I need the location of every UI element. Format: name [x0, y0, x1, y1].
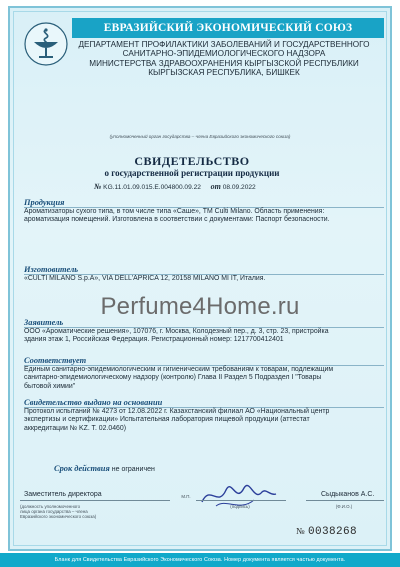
- basis-text: [24, 408, 380, 433]
- conformity-line: бытовой химии": [24, 382, 76, 390]
- department-line: ДЕПАРТАМЕНТ ПРОФИЛАКТИКИ ЗАБОЛЕВАНИЙ И ГОСУДАРСТВЕННОГО: [78, 40, 370, 49]
- applicant-text: [24, 328, 380, 345]
- position-hint-line: лица органа государства – члена: [20, 509, 88, 514]
- union-title: ЕВРАЗИЙСКИЙ ЭКОНОМИЧЕСКИЙ СОЮЗ: [72, 18, 384, 38]
- conformity-text: [24, 366, 380, 391]
- manufacturer-text: [24, 275, 380, 283]
- mp-hint: М.П.: [181, 494, 191, 499]
- registration-line: [94, 182, 256, 191]
- department-line: САНИТАРНО-ЭПИДЕМИОЛОГИЧЕСКОГО НАДЗОРА: [122, 49, 326, 59]
- basis-line: аккредитации № KZ. T. 02.0460): [24, 424, 127, 432]
- product-text: [24, 208, 380, 225]
- manufacturer-line: «CULTI MILANO S.p.A», VIA DELL'APRICA 12, 20158 MILANO MI IT, Италия.: [24, 275, 266, 282]
- signature-hint: (подпись): [230, 504, 250, 509]
- signature-underline: [196, 500, 286, 501]
- basis-line: экспертизы и сертификации» Испытательная лаборатория пищевой продукции (аттестат: [24, 416, 310, 424]
- watermark: Perfume4Home.ru: [100, 293, 300, 320]
- manufacturer-heading: Изготовитель: [24, 265, 79, 274]
- registration-date: 08.09.2022: [222, 184, 256, 191]
- product-line: Ароматизаторы сухого типа, в том числе типа «Саше», ТМ Culti Milano. Область применения:: [24, 208, 325, 215]
- applicant-line: ООО «Ароматические решения», 107076, г. Москва, Колодезный пер., д. 3, стр. 23, пристройка: [24, 328, 329, 335]
- position-hint-line: Евразийского экономического союза): [20, 514, 97, 519]
- signer-position: Заместитель директора: [24, 491, 102, 498]
- basis-heading: Свидетельство выдано на основании: [24, 398, 163, 407]
- signer-name: Сыдыканов А.С.: [321, 491, 375, 498]
- number-label: №: [94, 182, 102, 191]
- emblem-bowl-snake-icon: [24, 22, 68, 66]
- registration-number: KG.11.01.09.015.E.004800.09.22: [103, 184, 201, 191]
- name-hint: (Ф.И.О.): [335, 504, 353, 509]
- product-line: ароматизация помещений. Изготовлена в соответствии с документами: Паспорт безопасности.: [24, 216, 330, 224]
- applicant-line: здания этаж 1, Российская Федерация. Регистрационный номер: 1217700412401: [24, 336, 284, 344]
- position-hint-line: (должность уполномоченного: [20, 504, 81, 509]
- department-line: КЫРГЫЗСКАЯ РЕСПУБЛИКА, БИШКЕК: [148, 68, 300, 78]
- certificate-subtitle: о государственной регистрации продукции: [104, 168, 280, 178]
- position-underline: [20, 500, 170, 501]
- serial-number: [296, 526, 357, 538]
- conformity-line: санитарно-эпидемиологическому надзору (контролю) Глава II Раздел 5 Подраздел I "Товары: [24, 374, 322, 382]
- applicant-heading: Заявитель: [24, 318, 64, 327]
- department-line: МИНИСТЕРСТВА ЗДРАВООХРАНЕНИЯ КЫРГЫЗСКОЙ РЕСПУБЛИКИ: [89, 58, 359, 68]
- validity-label: Срок действия: [54, 464, 110, 473]
- authority-hint: (уполномоченный орган государства – члена Евразийского экономического союза): [109, 134, 291, 139]
- serial-prefix: №: [296, 526, 305, 536]
- signature-mark-icon: [196, 468, 280, 518]
- position-hint: [20, 504, 140, 519]
- name-underline: [306, 500, 384, 501]
- product-heading: Продукция: [24, 198, 65, 207]
- serial-value: 0038268: [308, 526, 358, 538]
- conformity-heading: Соответствует: [24, 356, 87, 365]
- department-block: [74, 40, 374, 78]
- validity-line: [54, 464, 155, 473]
- conformity-line: Единым санитарно-эпидемиологическим и гигиеническим требованиям к товарам, подлежащим: [24, 366, 334, 373]
- certificate-title: СВИДЕТЕЛЬСТВО: [134, 154, 250, 168]
- certificate-sheet: [8, 6, 392, 551]
- validity-value: не ограничен: [111, 466, 155, 473]
- basis-line: Протокол испытаний № 4273 от 12.08.2022 г. Казахстанский филиал АО «Национальный центр: [24, 408, 330, 415]
- footer-band: Бланк для Свидетельства Евразийского Экономического Союза. Номер документа является частью документа.: [0, 553, 400, 567]
- date-label: от: [210, 182, 221, 191]
